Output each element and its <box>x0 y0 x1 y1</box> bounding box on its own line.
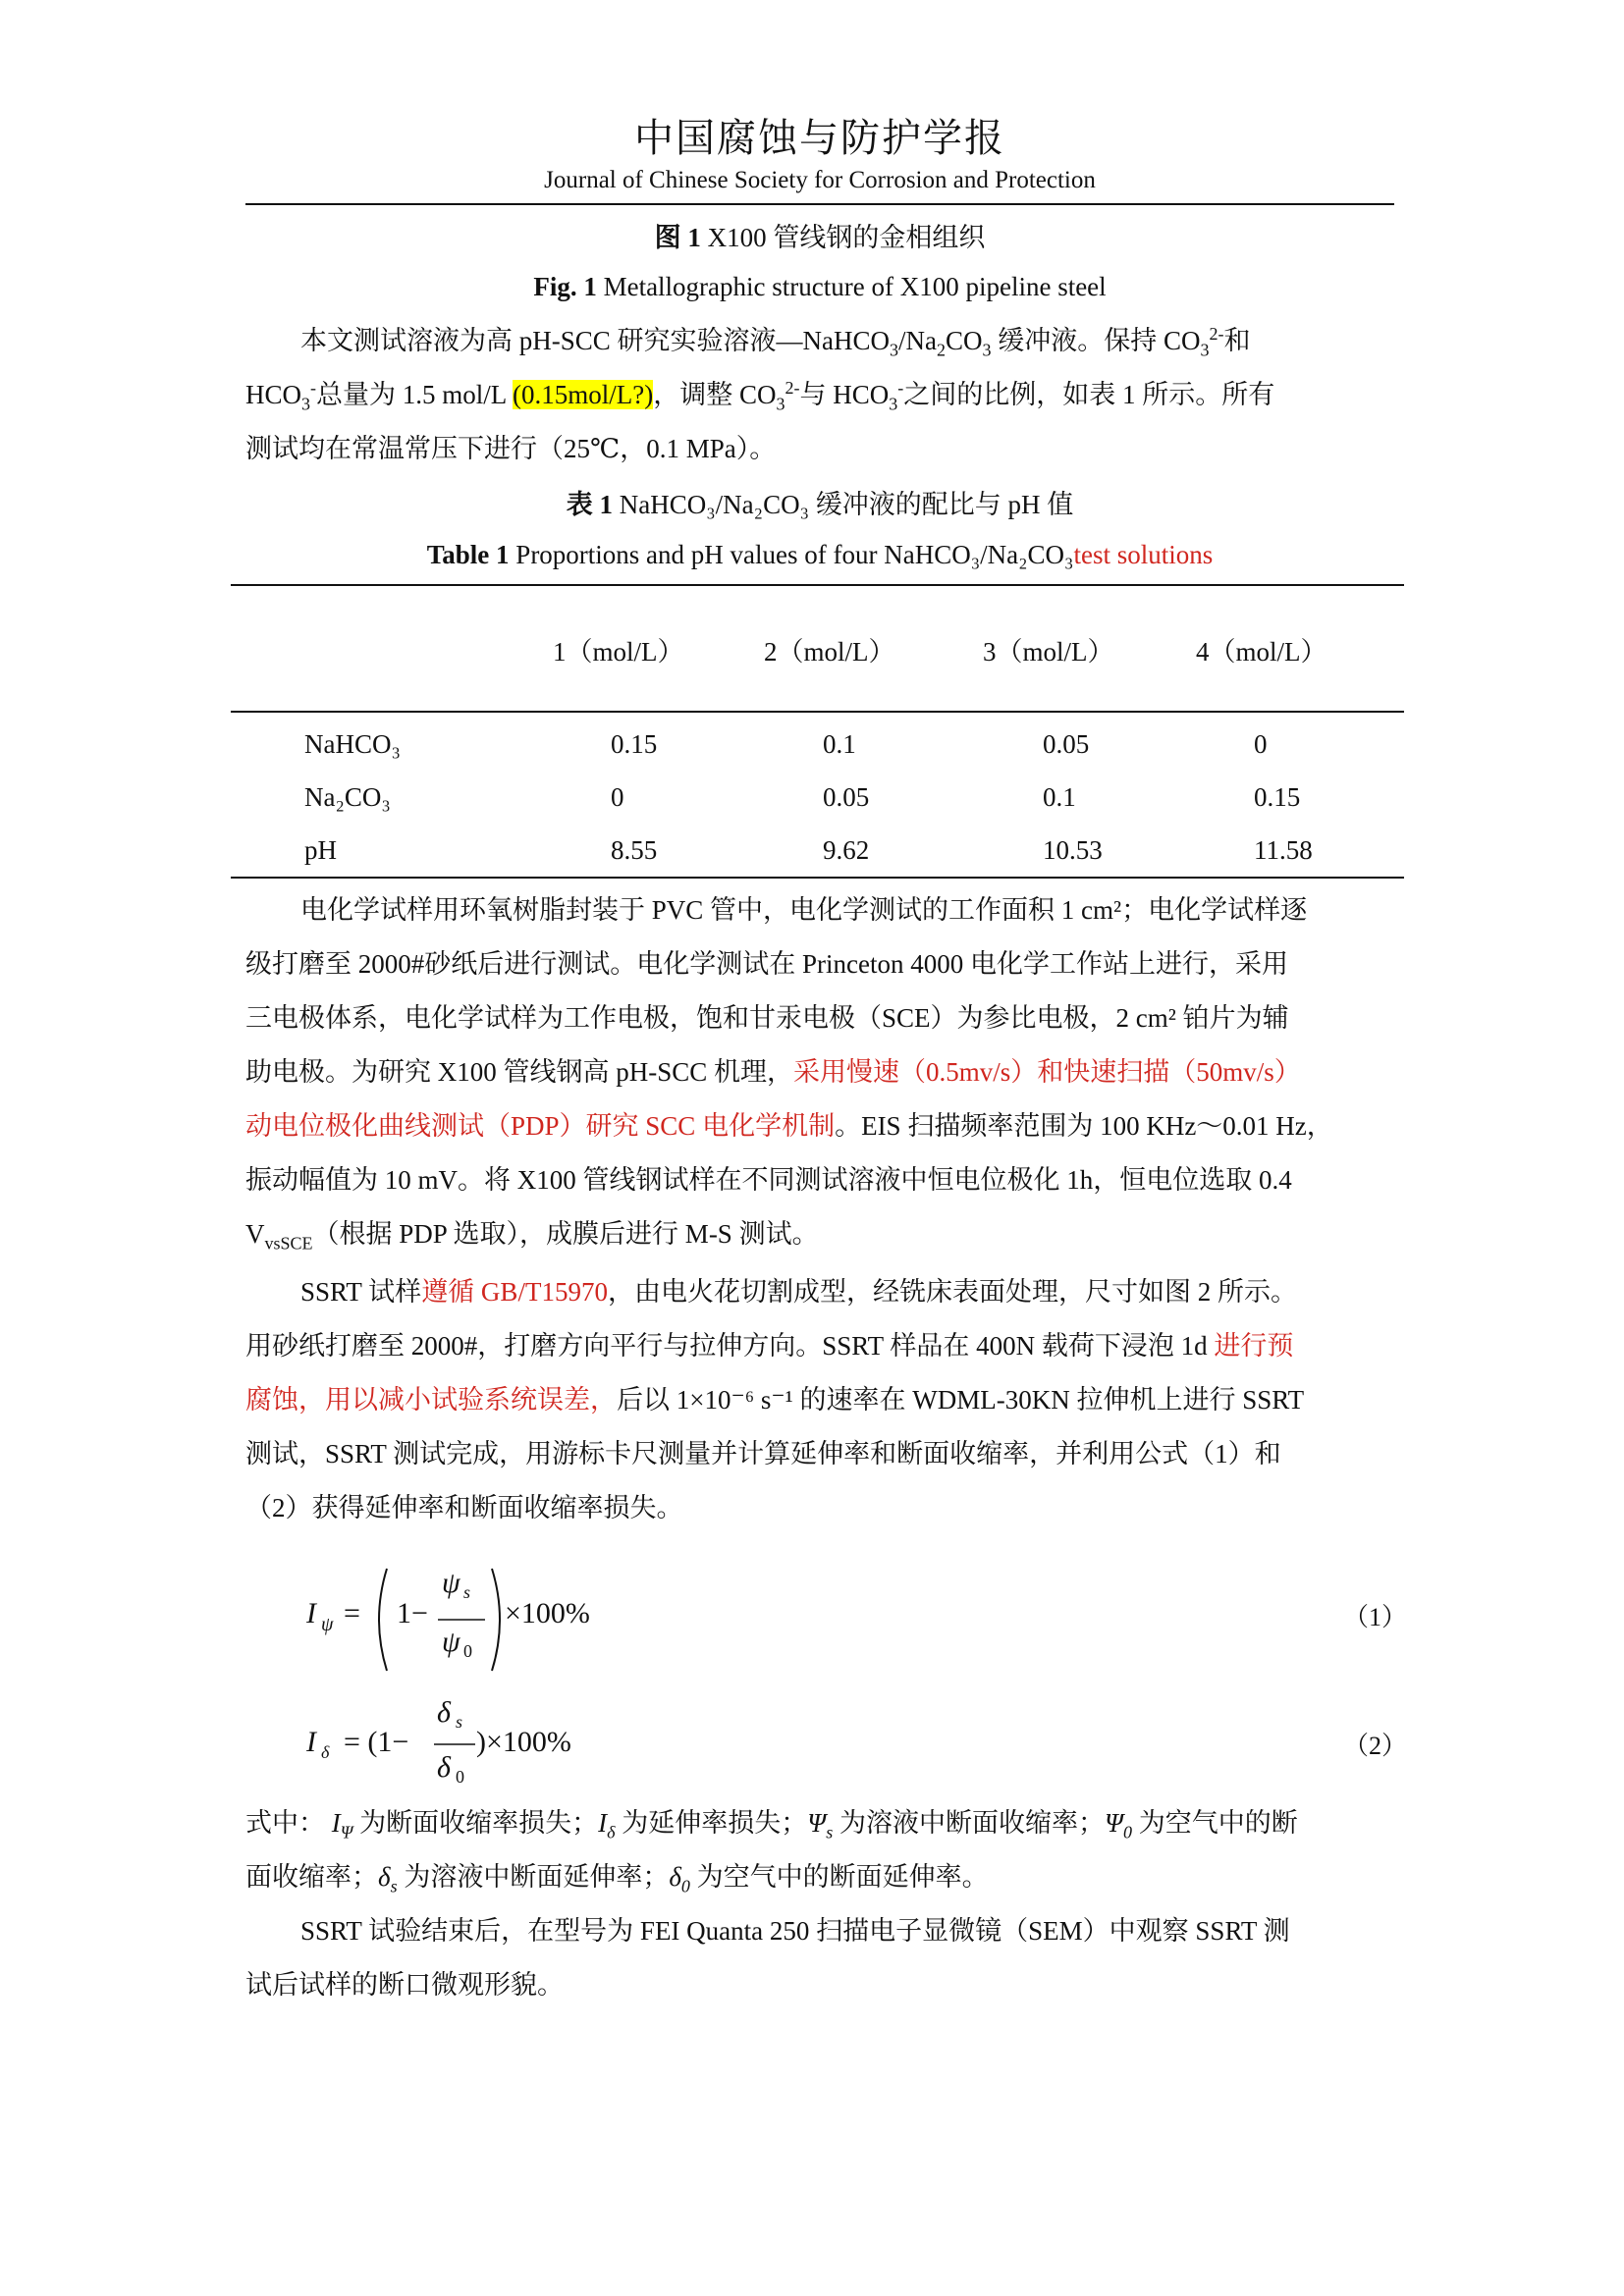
paragraph-solution <box>245 314 1394 476</box>
table-cell: 0.15 <box>1254 782 1301 812</box>
table-cell: 11.58 <box>1254 835 1313 865</box>
table-caption-en <box>245 540 1394 570</box>
journal-title-en: Journal of Chinese Society for Corrosion and Protection <box>544 167 1096 193</box>
journal-header <box>245 113 1394 197</box>
paragraph-sem <box>245 1904 1394 2012</box>
text-line: 腐蚀，用以减小试验系统误差，后以 1×10⁻⁶ s⁻¹ 的速率在 WDML-30KN 拉伸机上进行 SSRT <box>245 1385 1305 1415</box>
table-title-en: Proportions and pH values of four NaHCO₃/Na₂CO₃ <box>509 540 1074 569</box>
table-cell: 9.62 <box>823 835 870 865</box>
figure-caption-en <box>245 272 1394 302</box>
text-line: 电化学试样用环氧树脂封装于 PVC 管中，电化学测试的工作面积 1 cm²；电化学试样逐 <box>300 895 1308 925</box>
header-divider <box>245 203 1394 205</box>
equation-1-number: （1） <box>1343 1603 1408 1631</box>
table-cell: 0 <box>1254 729 1268 759</box>
text-line: $V_{vsSCE}$（根据 PDP 选取），成膜后进行 M-S 测试。 <box>245 1219 819 1254</box>
table-label-en: Table 1 <box>426 540 510 569</box>
text-line: 本文测试溶液为高 pH-SCC 研究实验溶液$—NaHCO_3/Na_2CO_3$ 缓冲液。保持 $CO_3^{2-}$和 <box>300 324 1251 360</box>
table-header-rule <box>231 711 1404 713</box>
journal-title-cn: 中国腐蚀与防护学报 <box>634 116 1005 160</box>
text-line: 助电极。为研究 X100 管线钢高 pH-SCC 机理，采用慢速（0.5mv/s）和快速扫描（50mv/s） <box>245 1057 1301 1087</box>
equation-2-number: （2） <box>1343 1732 1408 1760</box>
table-cell: 0.05 <box>823 782 870 812</box>
table-row-label: pH <box>304 835 337 865</box>
text-line: 试后试样的断口微观形貌。 <box>245 1970 564 2000</box>
table-col-header: 1（mol/L） <box>553 637 684 667</box>
figure-label-en: Fig. 1 <box>533 272 597 301</box>
table-col-header: 3（mol/L） <box>983 637 1114 667</box>
paragraph-symbols <box>245 1796 1394 1904</box>
equation-1: I ψ = 1− ψ s ψ 0 ×100% <box>306 1561 660 1679</box>
text-line: $HCO_3^-$总量为 1.5 mol/L (0.15mol/L?)，调整 $CO_3^{2-}$与 $HCO_3^-$之间的比例，如表 1 所示。所有 <box>245 378 1275 414</box>
table-cell: 0.1 <box>823 729 856 759</box>
paragraph-ssrt <box>245 1265 1394 1535</box>
table-cell: 10.53 <box>1043 835 1103 865</box>
text-line: （2）获得延伸率和断面收缩率损失。 <box>245 1493 683 1522</box>
table-cell: 0.15 <box>611 729 658 759</box>
table-caption-cn <box>245 483 1394 521</box>
text-line: 振动幅值为 10 mV。将 X100 管线钢试样在不同测试溶液中恒电位极化 1h，恒电位选取 0.4 <box>245 1165 1292 1195</box>
table-label-cn: 表 1 <box>566 490 614 519</box>
table-cell: 0.1 <box>1043 782 1076 812</box>
text-line: SSRT 试验结束后，在型号为 FEI Quanta 250 扫描电子显微镜（SEM）中观察 SSRT 测 <box>300 1916 1290 1946</box>
table-bottom-rule <box>231 877 1404 879</box>
table-title-en-red: test solutions <box>1073 540 1214 569</box>
table-title-cn: NaHCO₃/Na₂CO₃ 缓冲液的配比与 pH 值 <box>613 490 1074 519</box>
figure-title-cn: X100 管线钢的金相组织 <box>700 223 986 252</box>
text-line: SSRT 试样遵循 GB/T15970，由电火花切割成型，经铣床表面处理，尺寸如图 2 所示。 <box>300 1277 1297 1307</box>
text-line: 式中： $I_\Psi$ 为断面收缩率损失；$I_\delta$ 为延伸率损失；$\Psi_s$ 为溶液中断面收缩率；$\Psi_0$ 为空气中的断 <box>245 1808 1298 1842</box>
table-col-header: 2（mol/L） <box>764 637 895 667</box>
text-line: 测试，SSRT 测试完成，用游标卡尺测量并计算延伸率和断面收缩率，并利用公式（1）和 <box>245 1439 1281 1468</box>
table-cell: 0.05 <box>1043 729 1090 759</box>
figure-caption-cn <box>245 216 1394 254</box>
paragraph-electrochem <box>245 883 1394 1261</box>
table-cell: 8.55 <box>611 835 658 865</box>
table-cell: 0 <box>611 782 624 812</box>
text-line: 三电极体系，电化学试样为工作电极，饱和甘汞电极（SCE）为参比电极，2 cm² 铂片为辅 <box>245 1003 1289 1033</box>
text-line: 动电位极化曲线测试（PDP）研究 SCC 电化学机制。EIS 扫描频率范围为 100 KHz～0.01 Hz， <box>245 1111 1333 1141</box>
figure-title-en: Metallographic structure of X100 pipeline steel <box>596 272 1107 301</box>
text-line: 级打磨至 2000#砂纸后进行测试。电化学测试在 Princeton 4000 电化学工作站上进行，采用 <box>245 949 1288 979</box>
table-row-label: NaHCO₃ <box>304 729 401 759</box>
text-line: 用砂纸打磨至 2000#，打磨方向平行与拉伸方向。SSRT 样品在 400N 载荷下浸泡 1d 进行预 <box>245 1331 1294 1361</box>
text-line: 面收缩率；$\delta_s$ 为溶液中断面延伸率；$\delta_0$ 为空气中的断面延伸率。 <box>245 1862 989 1896</box>
equation-2-fraction-bar <box>424 1690 483 1798</box>
table-col-header: 4（mol/L） <box>1196 637 1327 667</box>
figure-label-cn: 图 1 <box>654 223 701 252</box>
table-row-label: Na₂CO₃ <box>304 782 391 812</box>
equation-2: I δ = (1− δ s δ 0 )×100% <box>306 1690 660 1798</box>
text-line: 测试均在常温常压下进行（25℃，0.1 MPa）。 <box>245 434 777 463</box>
highlighted-note: (0.15mol/L?) <box>513 380 654 409</box>
table-top-rule <box>231 584 1404 586</box>
